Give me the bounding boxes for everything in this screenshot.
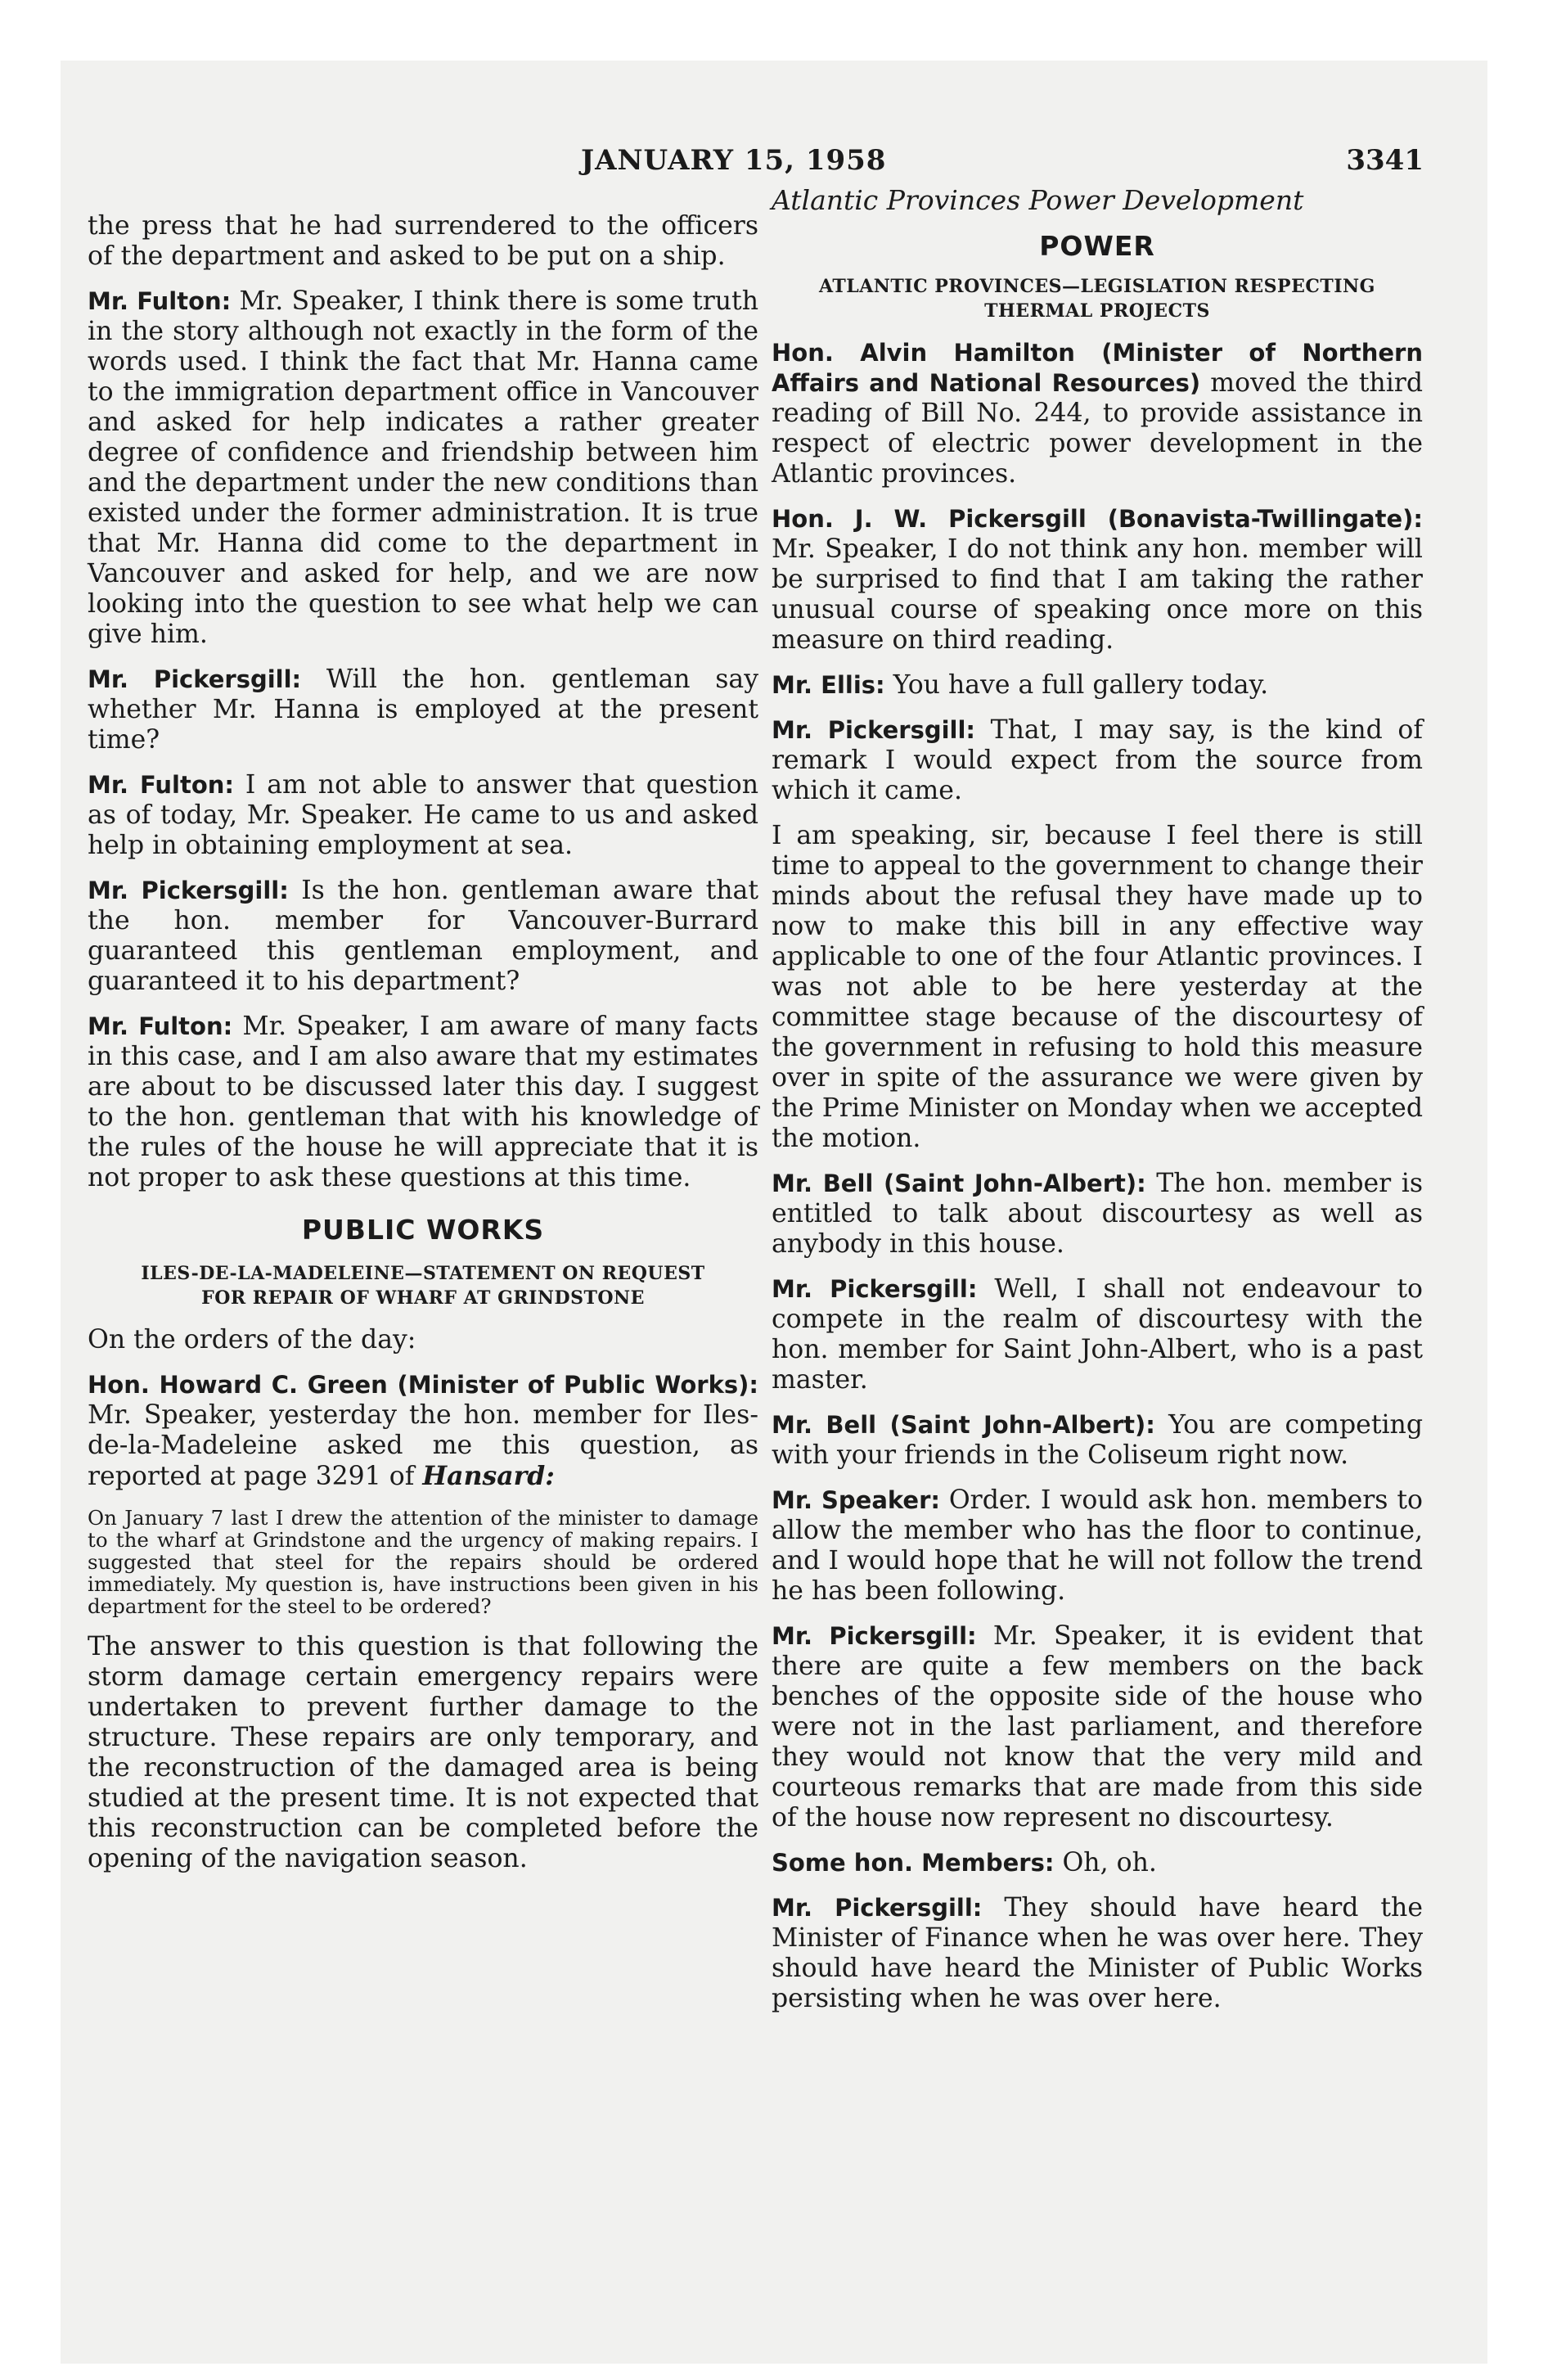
paragraph — [772, 1893, 1423, 2014]
paragraph-text: Mr. Speaker, I am aware of many facts in this case, and I am also aware that my estimates are about to be discussed later this day. I suggest to the hon. gentleman that with his knowledge of the rules of the house he will appreciate that it is not proper to ask these questions at this time. — [88, 1012, 758, 1192]
speaker-name: Mr. Pickersgill: — [88, 877, 289, 904]
paragraph — [88, 1012, 758, 1193]
paragraph — [772, 1848, 1423, 1878]
page-date-header: JANUARY 15, 1958 — [581, 144, 887, 177]
paragraph-text: I am not able to answer that question as of today, Mr. Speaker. He came to us and asked help in obtaining employment at sea. — [88, 770, 758, 860]
orders-of-the-day: On the orders of the day: — [88, 1325, 416, 1355]
paragraph-text: You are competing with your friends in the Coliseum right now. — [772, 1410, 1423, 1470]
hansard-reference: Hansard: — [422, 1461, 555, 1491]
paragraph-text: Is the hon. gentleman aware that the hon. member for Vancouver-Burrard guaranteed this gentleman employment, and guaranteed it to his department? — [88, 876, 758, 996]
paragraph — [88, 770, 758, 861]
paragraph — [772, 1274, 1423, 1395]
right-column — [772, 185, 1423, 2029]
speaker-name: Mr. Pickersgill: — [772, 1894, 983, 1922]
paragraph — [772, 821, 1423, 1154]
running-title: Atlantic Provinces Power Development — [772, 184, 1304, 216]
paragraph — [772, 670, 1423, 701]
speaker-name: Mr. Pickersgill: — [772, 1275, 978, 1303]
speaker-name: Mr. Pickersgill: — [772, 716, 976, 744]
paragraph-text: Mr. Speaker, it is evident that there are quite a few members on the back benches of the opposite side of the house who were not in the last parliament, and therefore they would not know that the very mild and courteous remarks that are made from this side of the house now represent no discourtesy. — [772, 1621, 1423, 1832]
paragraph — [88, 286, 758, 650]
speaker-name: Mr. Ellis: — [772, 671, 885, 699]
paragraph-text: the press that he had surrendered to the officers of the department and asked to be put on a ship. — [88, 211, 758, 271]
paragraph-text: They should have heard the Minister of Finance when he was over here. They should have heard the Minister of Public Works persisting when he was over here. — [772, 1893, 1423, 2013]
speaker-name: Hon. Alvin Hamilton (Minister of Northern Affairs and National Resources) — [772, 339, 1423, 397]
speaker-name: Mr. Speaker: — [772, 1486, 940, 1514]
speaker-name: Hon. Howard C. Green (Minister of Public Works): — [88, 1371, 758, 1399]
paragraph — [772, 338, 1423, 489]
subheading-line: ATLANTIC PROVINCES—LEGISLATION RESPECTING — [819, 276, 1375, 297]
subheading — [88, 1261, 758, 1310]
paragraph-text: I am speaking, sir, because I feel there is still time to appeal to the government to change their minds about the refusal they have made up to now to make this bill in any effective way applicable to one of the four Atlantic provinces. I was not able to be here yesterday at the committee stage because of the discourtesy of the government in refusing to hold this measure over in spite of the assurance we were given by the Prime Minister on Monday when we accepted the motion. — [772, 821, 1423, 1153]
speaker-name: Mr. Fulton: — [88, 771, 235, 799]
paragraph-text: Will the hon. gentleman say whether Mr. Hanna is employed at the present time? — [88, 665, 758, 755]
paragraph — [88, 876, 758, 997]
paragraph-text: moved the third reading of Bill No. 244, to provide assistance in respect of electric power development in the Atlantic provinces. — [772, 368, 1423, 489]
speaker-name: Mr. Pickersgill: — [88, 665, 302, 693]
paragraph — [88, 1632, 758, 1874]
paragraph — [772, 1410, 1423, 1471]
paragraph — [772, 1485, 1423, 1607]
paragraph — [772, 1621, 1423, 1833]
section-title-public-works: PUBLIC WORKS — [301, 1214, 545, 1246]
section-title-power: POWER — [1039, 230, 1155, 262]
paragraph-text: Order. I would ask hon. members to allow the member who has the floor to continue, and I would hope that he will not follow the trend he has been following. — [772, 1485, 1423, 1606]
speaker-name: Mr. Fulton: — [88, 287, 232, 315]
speaker-name: Mr. Bell (Saint John-Albert): — [772, 1170, 1146, 1197]
paragraph — [88, 665, 758, 755]
paragraph — [772, 1169, 1423, 1260]
subheading-line: ILES-DE-LA-MADELEINE—STATEMENT ON REQUEST — [141, 1263, 705, 1284]
paragraph-text: Oh, oh. — [1054, 1848, 1157, 1877]
page-number: 3341 — [1346, 144, 1424, 177]
paragraph — [772, 504, 1423, 656]
subheading — [772, 274, 1423, 323]
paragraph-text: Well, I shall not endeavour to compete in the realm of discourtesy with the hon. member for Saint John-Albert, who is a past master. — [772, 1274, 1423, 1395]
quoted-question: On January 7 last I drew the attention of the minister to damage to the wharf at Grindstone and the urgency of making repairs. I suggested that steel for the repairs should be ordered immediately. My question is, have instructions been given in his department for the steel to be ordered? — [88, 1506, 758, 1618]
subheading-line: THERMAL PROJECTS — [984, 300, 1210, 322]
subheading-line: FOR REPAIR OF WHARF AT GRINDSTONE — [201, 1287, 645, 1309]
paragraph — [772, 715, 1423, 806]
speaker-name: Some hon. Members: — [772, 1849, 1055, 1877]
paragraph-text: The answer to this question is that following the storm damage certain emergency repairs were undertaken to prevent further damage to the structure. These repairs are only temporary, and the reconstruction of the damaged area is being studied at the present time. It is not expected that this reconstruction can be completed before the opening of the navigation season. — [88, 1632, 758, 1873]
paragraph-text: Mr. Speaker, yesterday the hon. member for Iles-de-la-Madeleine asked me this question, as reported at page 3291 of — [88, 1400, 758, 1491]
paragraph-text: You have a full gallery today. — [884, 670, 1269, 700]
speaker-name: Hon. J. W. Pickersgill (Bonavista-Twillingate): — [772, 505, 1423, 533]
paragraph-text: The hon. member is entitled to talk about discourtesy as well as anybody in this house. — [772, 1169, 1424, 1259]
paragraph-text: That, I may say, is the kind of remark I would expect from the source from which it came. — [772, 715, 1423, 805]
speaker-name: Mr. Pickersgill: — [772, 1622, 977, 1650]
paragraph-text: Mr. Speaker, I think there is some truth in the story although not exactly in the form of the words used. I think the fact that Mr. Hanna came to the immigration department office in Vancouver and asked for help indicates a rather greater degree of confidence and friendship between him and the department under the new conditions than existed under the former administration. It is true that Mr. Hanna did come to the department in Vancouver and asked for help, and we are now looking into the question to see what help we can give him. — [88, 286, 758, 649]
left-column — [88, 211, 758, 1889]
paragraph — [88, 1370, 758, 1492]
paragraph — [88, 211, 758, 272]
speaker-name: Mr. Bell (Saint John-Albert): — [772, 1411, 1155, 1439]
speaker-name: Mr. Fulton: — [88, 1012, 233, 1040]
paragraph-text: Mr. Speaker, I do not think any hon. member will be surprised to find that I am taking the rather unusual course of speaking once more on this measure on third reading. — [772, 534, 1423, 655]
